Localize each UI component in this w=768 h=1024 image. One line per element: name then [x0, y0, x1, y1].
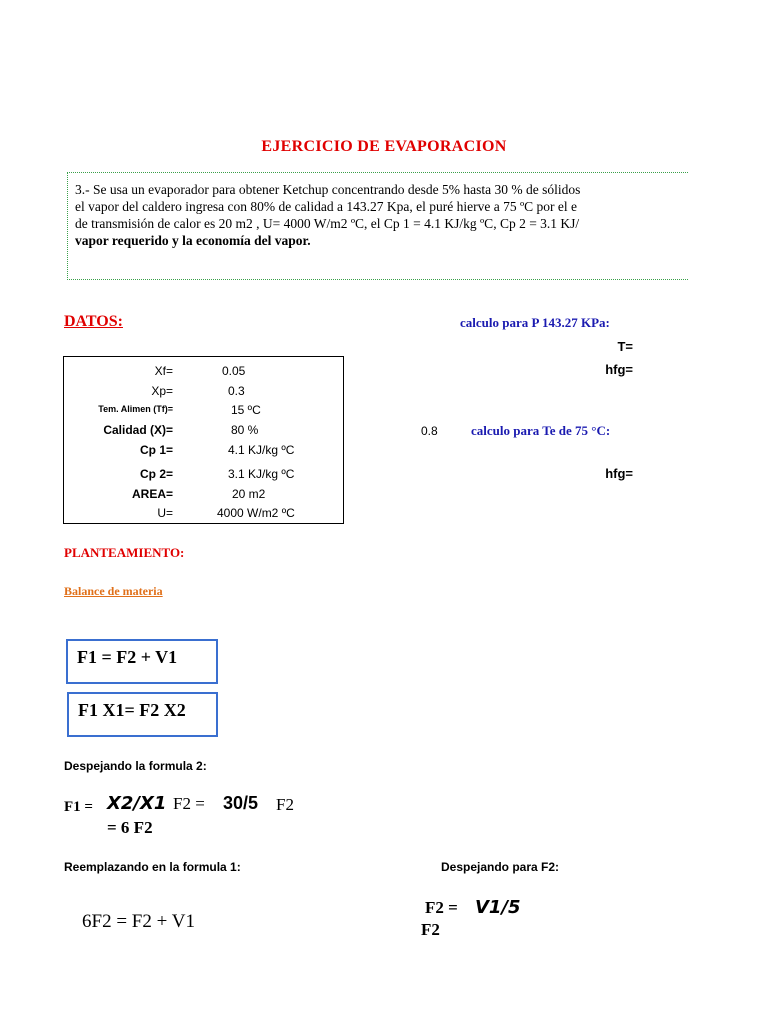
page-title: EJERCICIO DE EVAPORACION: [261, 138, 507, 155]
table-label: Xf=: [154, 364, 173, 378]
fraction-x2-x1: X2/X1: [107, 793, 167, 814]
problem-line-3: de transmisión de calor es 20 m2 , U= 4000 W/m2 ºC, el Cp 1 = 4.1 KJ/kg ºC, Cp 2 = 3.1 KJ/: [75, 216, 580, 231]
table-label: Cp 1=: [139, 443, 173, 457]
hfg-label-2: hfg=: [605, 466, 633, 481]
table-value: 20 m2: [232, 487, 266, 501]
f2-bottom: F2: [421, 920, 440, 939]
planteamiento-heading: PLANTEAMIENTO:: [64, 545, 185, 560]
equation-6f2: 6F2 = F2 + V1: [82, 911, 195, 932]
table-value: 4000 W/m2 ºC: [217, 506, 295, 520]
table-value: 4.1 KJ/kg ºC: [228, 443, 295, 457]
fraction-30-5: 30/5: [223, 793, 259, 813]
table-label: Cp 2=: [139, 467, 173, 481]
f2-tail: F2: [276, 795, 294, 814]
despejando-f2-label: Despejando para F2:: [441, 860, 560, 874]
data-table: [63, 356, 344, 524]
f1-prefix: F1 =: [64, 799, 93, 815]
table-label: U=: [157, 506, 173, 520]
problem-line-2: el vapor del caldero ingresa con 80% de calidad a 143.27 Kpa, el puré hierve a 75 ºC por el e: [75, 199, 577, 214]
equation-1: F1 = F2 + V1: [77, 647, 178, 667]
problem-line-1: 3.- Se usa un evaporador para obtener Ketchup concentrando desde 5% hasta 30 % de sólidos: [75, 182, 581, 197]
six-f2: = 6 F2: [107, 818, 153, 837]
equation-box-2: [67, 692, 218, 737]
calc-te-label: calculo para Te de 75 °C:: [471, 423, 611, 438]
quality-value: 0.8: [421, 424, 438, 438]
despejando-formula-2-label: Despejando la formula 2:: [64, 759, 207, 773]
problem-statement-box: [67, 172, 688, 280]
temperature-label: T=: [617, 339, 633, 354]
calc-pressure-label: calculo para P 143.27 KPa:: [460, 315, 610, 330]
table-label: AREA=: [131, 487, 173, 501]
table-label: Xp=: [151, 384, 173, 398]
hfg-label-1: hfg=: [605, 362, 633, 377]
f2-equals: F2 =: [173, 794, 205, 813]
table-value: 15 ºC: [231, 403, 261, 417]
table-label: Calidad (X)=: [103, 423, 173, 437]
fraction-v1-5: V1/5: [475, 897, 521, 918]
reemplazando-label: Reemplazando en la formula 1:: [64, 860, 241, 874]
table-value: 0.05: [222, 364, 246, 378]
table-label: Tem. Alimen (Tf)=: [98, 404, 173, 414]
table-value: 0.3: [228, 384, 245, 398]
equation-2: F1 X1= F2 X2: [78, 700, 186, 720]
balance-heading: Balance de materia: [64, 584, 163, 598]
equation-box-1: [66, 639, 218, 684]
table-value: 80 %: [231, 423, 259, 437]
table-value: 3.1 KJ/kg ºC: [228, 467, 295, 481]
datos-heading: DATOS:: [64, 313, 123, 330]
problem-line-4: vapor requerido y la economía del vapor.: [75, 233, 311, 248]
f2-label: F2 =: [425, 898, 458, 917]
